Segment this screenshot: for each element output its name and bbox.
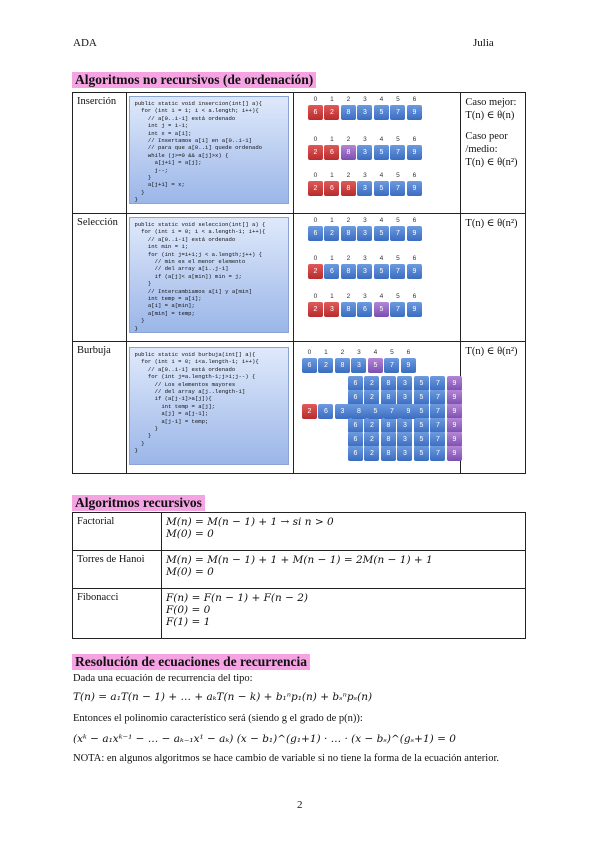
- array-cell: 5: [374, 302, 389, 317]
- array-index: 2: [346, 255, 351, 262]
- array-cell: 9: [407, 226, 422, 241]
- algo-name-seleccion: Selección: [73, 214, 127, 342]
- array-index: 0: [313, 96, 318, 103]
- array-index: 0: [313, 217, 318, 224]
- array-cell: 3: [324, 302, 339, 317]
- array-cell: 7: [430, 390, 445, 405]
- array-cell: 9: [407, 181, 422, 196]
- array-cell: 3: [357, 145, 372, 160]
- array-cell: 2: [308, 302, 323, 317]
- array-cell: 3: [397, 376, 412, 391]
- array-cell: 5: [414, 376, 429, 391]
- array-index: 1: [330, 293, 334, 300]
- array-cell: 9: [401, 404, 416, 419]
- array-cell: 3: [397, 446, 412, 461]
- array-index: 3: [363, 96, 367, 103]
- array-index: 5: [396, 96, 400, 103]
- code-insercion: public static void insercion(int[] a){ for (int i = 1; i < a.length; i++){ // a[0..i-1] está ordenado int j = i-1; int x = a[i]; // Insertamos a[i] en a[0..i-1] // para que a[0..i] quede ordenado while (j>=0 && a[j]>x) { a[j+1] = a[j]; j--; } a[j+1] = x; } }: [129, 96, 289, 204]
- diagram-burbuja: [293, 342, 460, 474]
- array-index: 6: [412, 172, 417, 179]
- complexity-line: T(n) ∈ θ(n²): [465, 346, 518, 357]
- array-index: 3: [363, 217, 367, 224]
- recursive-eq: M(n) = M(n − 1) + 1 + M(n − 1) = 2M(n − 1) + 1: [166, 554, 433, 566]
- array-cell: 6: [324, 145, 339, 160]
- array-cell: 2: [308, 264, 323, 279]
- array-cell: 8: [381, 376, 396, 391]
- array-index: 5: [390, 349, 394, 356]
- array-cell: 2: [364, 446, 379, 461]
- algo-name-insercion: Inserción: [73, 93, 127, 214]
- array-cell: 5: [374, 264, 389, 279]
- array-index: 0: [307, 349, 312, 356]
- array-cell: 9: [407, 264, 422, 279]
- complexity-line: T(n) ∈ θ(n²): [465, 218, 518, 229]
- array-index: 2: [340, 349, 345, 356]
- array-cell: 6: [348, 446, 363, 461]
- array-cell: 6: [324, 264, 339, 279]
- recursive-eq: M(0) = 0: [166, 566, 214, 578]
- array-cell: 7: [390, 226, 405, 241]
- array-index: 4: [379, 255, 384, 262]
- array-cell: 8: [381, 390, 396, 405]
- array-cell: 3: [335, 404, 350, 419]
- array-index: 2: [346, 172, 351, 179]
- array-index: 1: [330, 172, 334, 179]
- array-cell: 5: [414, 404, 429, 419]
- array-index: 3: [363, 255, 367, 262]
- array-index: 5: [396, 172, 400, 179]
- array-cell: 6: [324, 181, 339, 196]
- array-cell: 9: [447, 432, 462, 447]
- recurrence-equation: T(n) = a₁T(n − 1) + … + aₖT(n − k) + b₁ⁿp₁(n) + bₛⁿpₛ(n): [73, 691, 373, 703]
- array-cell: 8: [341, 105, 356, 120]
- array-cell: 2: [308, 181, 323, 196]
- array-index: 6: [406, 349, 411, 356]
- array-index: 5: [396, 255, 400, 262]
- array-cell: 2: [364, 390, 379, 405]
- array-cell: 7: [384, 358, 399, 373]
- array-index: 6: [412, 255, 417, 262]
- array-index: 5: [396, 293, 400, 300]
- recursive-eq: F(n) = F(n − 1) + F(n − 2): [166, 592, 308, 604]
- array-cell: 7: [390, 302, 405, 317]
- array-index: 0: [313, 136, 318, 143]
- array-index: 4: [373, 349, 378, 356]
- recursive-name: Factorial: [73, 513, 162, 551]
- array-cell: 9: [407, 302, 422, 317]
- array-index: 3: [357, 349, 361, 356]
- array-cell: 8: [341, 145, 356, 160]
- array-cell: 2: [324, 105, 339, 120]
- array-cell: 6: [318, 404, 333, 419]
- array-cell: 6: [348, 390, 363, 405]
- array-cell: 9: [401, 358, 416, 373]
- array-cell: 9: [447, 376, 462, 391]
- array-cell: 5: [414, 446, 429, 461]
- array-index: 4: [379, 217, 384, 224]
- array-cell: 5: [414, 432, 429, 447]
- array-cell: 7: [390, 105, 405, 120]
- array-cell: 3: [351, 358, 366, 373]
- array-index: 1: [330, 136, 334, 143]
- section-title-recurrence: Resolución de ecuaciones de recurrencia: [72, 654, 310, 670]
- array-cell: 6: [348, 418, 363, 433]
- array-index: 4: [379, 172, 384, 179]
- array-cell: 8: [341, 302, 356, 317]
- page-number: 2: [297, 799, 303, 811]
- recursive-name: Torres de Hanoi: [73, 551, 162, 589]
- array-cell: 9: [447, 404, 462, 419]
- array-cell: 6: [308, 226, 323, 241]
- array-cell: 3: [397, 390, 412, 405]
- array-cell: 9: [447, 390, 462, 405]
- array-cell: 9: [447, 418, 462, 433]
- recursive-name: Fibonacci: [73, 589, 162, 639]
- recursive-table: [72, 512, 526, 639]
- array-cell: 7: [430, 404, 445, 419]
- array-index: 1: [324, 349, 328, 356]
- array-cell: 3: [357, 105, 372, 120]
- array-cell: 7: [384, 404, 399, 419]
- characteristic-intro: Entonces el polinomio característico será (siendo g el grado de p(n)):: [73, 713, 363, 724]
- array-index: 2: [346, 96, 351, 103]
- array-cell: 6: [348, 376, 363, 391]
- array-index: 3: [363, 293, 367, 300]
- array-cell: 5: [368, 404, 383, 419]
- array-cell: 5: [374, 105, 389, 120]
- array-cell: 2: [364, 432, 379, 447]
- array-cell: 6: [302, 358, 317, 373]
- algo-name-burbuja: Burbuja: [73, 342, 127, 474]
- array-cell: 2: [302, 404, 317, 419]
- complexity-line: Caso mejor:: [465, 97, 517, 108]
- array-cell: 7: [390, 145, 405, 160]
- array-cell: 2: [318, 358, 333, 373]
- array-index: 6: [412, 136, 417, 143]
- array-index: 0: [313, 293, 318, 300]
- complexity-line: T(n) ∈ θ(n²): [465, 157, 518, 168]
- array-index: 2: [346, 293, 351, 300]
- complexity-line: T(n) ∈ θ(n): [465, 110, 515, 121]
- header-right: Julia: [473, 37, 494, 49]
- array-index: 4: [379, 96, 384, 103]
- array-cell: 6: [348, 432, 363, 447]
- recurrence-note: NOTA: en algunos algoritmos se hace cambio de variable si no tiene la forma de la ecuación anterior.: [73, 753, 500, 764]
- diagram-seleccion: [293, 214, 460, 342]
- array-cell: 7: [390, 181, 405, 196]
- array-index: 6: [412, 96, 417, 103]
- array-cell: 5: [374, 181, 389, 196]
- characteristic-polynomial: (xᵏ − a₁xᵏ⁻¹ − … − aₖ₋₁x¹ − aₖ) (x − b₁)^(g₁+1) · … · (x − bₛ)^(gₛ+1) = 0: [73, 733, 456, 745]
- array-index: 3: [363, 136, 367, 143]
- array-index: 1: [330, 96, 334, 103]
- array-index: 0: [313, 172, 318, 179]
- array-cell: 5: [374, 145, 389, 160]
- array-cell: 5: [414, 418, 429, 433]
- array-cell: 8: [381, 418, 396, 433]
- array-cell: 9: [407, 145, 422, 160]
- array-cell: 8: [341, 181, 356, 196]
- array-cell: 6: [357, 302, 372, 317]
- section-title-recursive: Algoritmos recursivos: [72, 495, 205, 511]
- sorting-table: [72, 92, 526, 474]
- recursive-eq: F(0) = 0: [166, 604, 211, 616]
- array-cell: 2: [308, 145, 323, 160]
- array-index: 6: [412, 293, 417, 300]
- array-cell: 2: [324, 226, 339, 241]
- array-cell: 3: [357, 181, 372, 196]
- array-index: 6: [412, 217, 417, 224]
- array-index: 0: [313, 255, 318, 262]
- array-cell: 8: [341, 264, 356, 279]
- array-cell: 5: [414, 390, 429, 405]
- recursive-eq: M(0) = 0: [166, 528, 214, 540]
- array-cell: 8: [381, 446, 396, 461]
- recurrence-intro: Dada una ecuación de recurrencia del tipo:: [73, 673, 253, 684]
- array-cell: 7: [430, 432, 445, 447]
- array-cell: 2: [364, 418, 379, 433]
- array-index: 1: [330, 255, 334, 262]
- array-cell: 3: [397, 432, 412, 447]
- array-index: 1: [330, 217, 334, 224]
- diagram-insercion: [293, 93, 460, 214]
- array-index: 4: [379, 293, 384, 300]
- array-index: 3: [363, 172, 367, 179]
- array-cell: 7: [430, 418, 445, 433]
- array-cell: 8: [381, 432, 396, 447]
- array-index: 5: [396, 136, 400, 143]
- array-cell: 5: [368, 358, 383, 373]
- recursive-eq: M(n) = M(n − 1) + 1 → si n > 0: [166, 516, 334, 528]
- array-index: 2: [346, 136, 351, 143]
- array-cell: 7: [430, 446, 445, 461]
- array-index: 4: [379, 136, 384, 143]
- array-index: 5: [396, 217, 400, 224]
- array-cell: 2: [364, 376, 379, 391]
- array-index: 2: [346, 217, 351, 224]
- array-cell: 8: [341, 226, 356, 241]
- recursive-eq: F(1) = 1: [166, 616, 211, 628]
- array-cell: 8: [335, 358, 350, 373]
- code-burbuja: public static void burbuja(int[] a){ for (int i = 0; i<a.length-1; i++){ // a[0..i-1] está ordenado for (int j=a.length-1;j>i;j--) { // Los elementos mayores // del array a[j..length-1] if (a[j-1]>a[j]){ int temp = a[j]; a[j] = a[j-1]; a[j-1] = temp; } } } }: [129, 347, 289, 465]
- header-left: ADA: [73, 37, 97, 49]
- array-cell: 7: [390, 264, 405, 279]
- array-cell: 7: [430, 376, 445, 391]
- array-cell: 3: [397, 418, 412, 433]
- array-cell: 8: [351, 404, 366, 419]
- array-cell: 3: [357, 226, 372, 241]
- array-cell: 9: [407, 105, 422, 120]
- array-cell: 9: [447, 446, 462, 461]
- array-cell: 6: [308, 105, 323, 120]
- section-title-sorting: Algoritmos no recursivos (de ordenación): [72, 72, 316, 88]
- array-cell: 3: [357, 264, 372, 279]
- complexity-line: Caso peor /medio:: [465, 131, 508, 155]
- array-cell: 5: [374, 226, 389, 241]
- code-seleccion: public static void seleccion(int[] a) { for (int i = 0; i < a.length-1; i++){ // a[0..i-1] está ordenado int min = i; for (int j=i+1;j < a.length;j++) { // min es el menor elemento // del array a[i..j-1] if (a[j]< a[min]) min = j; } // Intercambiamos a[i] y a[min] int temp = a[i]; a[i] = a[min]; a[min] = temp; } }: [129, 217, 289, 333]
